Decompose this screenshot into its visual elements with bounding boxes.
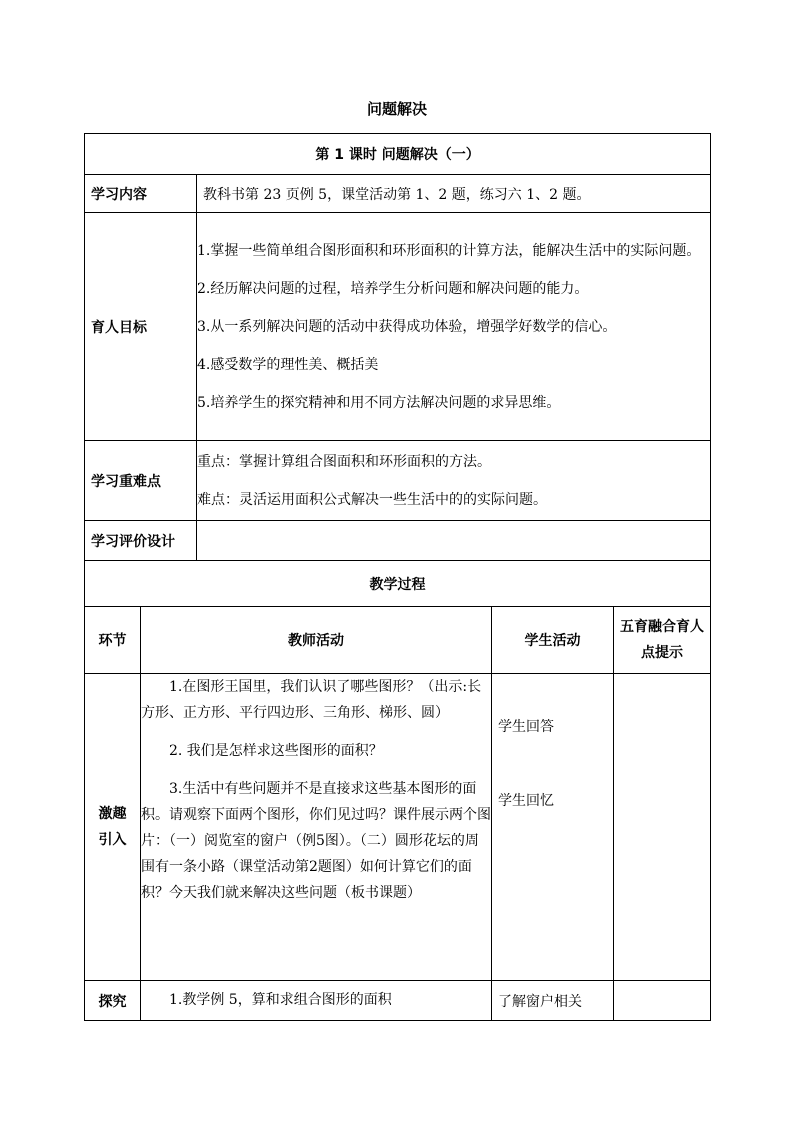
key-point-focus: 重点：掌握计算组合图面积和环形面积的方法。 [197, 453, 491, 470]
lesson-plan-table [84, 133, 711, 1021]
goal-item: 3.从一系列解决问题的活动中获得成功体验，增强学好数学的信心。 [197, 318, 617, 335]
teacher-activity-item: 2. 我们是怎样求这些图形的面积？ [169, 743, 383, 759]
goal-item: 2.经历解决问题的过程，培养学生分析问题和解决问题的能力。 [197, 280, 589, 297]
column-header-student: 学生活动 [492, 607, 614, 674]
goal-item: 5.培养学生的探究精神和用不同方法解决问题的求异思维。 [197, 394, 561, 411]
column-header-row [85, 607, 711, 674]
table-row [85, 674, 711, 981]
student-activity-item: 学生回忆 [498, 793, 554, 809]
column-header-hint: 五育融合育人点提示 [614, 607, 711, 674]
key-points-label: 学习重难点 [85, 441, 197, 521]
document-title: 问题解决 [366, 100, 427, 118]
goals-row [85, 213, 711, 441]
table-row [85, 981, 711, 1021]
learning-content-row [85, 175, 711, 213]
key-points-row [85, 441, 711, 521]
goal-item: 4.感受数学的理性美、概括美 [197, 356, 379, 373]
teacher-activity-item: 3.生活中有些问题并不是直接求这些基本图形的面积。请观察下面两个图形，你们见过吗？课件展示两个图片：（一）阅览室的窗户（例5图）。（二）圆形花坛的周围有一条小路（课堂活动第2题图）如何计算它们的面积？今天我们就来解决这些问题（板书课题） [141, 781, 491, 901]
evaluation-label: 学习评价设计 [85, 521, 197, 561]
lesson-header: 第 1 课时 问题解决（一） [85, 134, 711, 175]
teacher-activity-item: 1.教学例 5，算和求组合图形的面积 [141, 981, 492, 1021]
learning-content-value: 教科书第 23 页例 5，课堂活动第 1、2 题，练习六 1、2 题。 [197, 175, 711, 213]
evaluation-value [197, 521, 711, 561]
student-activity-item: 了解窗户相关 [492, 981, 614, 1021]
teacher-activity-item: 1.在图形王国里，我们认识了哪些图形？（出示:长方形、正方形、平行四边形、三角形、梯形、圆） [141, 679, 482, 721]
teacher-activity [141, 674, 492, 981]
hint-cell [614, 674, 711, 981]
process-title-row [85, 561, 711, 607]
key-points-content [197, 441, 711, 521]
learning-content-label: 学习内容 [85, 175, 197, 213]
student-activity [492, 674, 614, 981]
stage-label: 探究 [85, 981, 141, 1021]
key-point-difficulty: 难点：灵活运用面积公式解决一些生活中的的实际问题。 [197, 491, 547, 508]
process-title: 教学过程 [85, 561, 711, 607]
goals-label: 育人目标 [85, 213, 197, 441]
goal-item: 1.掌握一些简单组合图形面积和环形面积的计算方法，能解决生活中的实际问题。 [197, 242, 701, 259]
column-header-teacher: 教师活动 [141, 607, 492, 674]
hint-cell [614, 981, 711, 1021]
lesson-header-row [85, 134, 711, 175]
stage-label-line: 引入 [98, 832, 127, 848]
column-header-stage: 环节 [85, 607, 141, 674]
student-activity-item: 学生回答 [498, 719, 554, 735]
goals-list [197, 213, 711, 441]
evaluation-row [85, 521, 711, 561]
stage-label-line: 激趣 [98, 806, 127, 822]
stage-label [85, 674, 141, 981]
